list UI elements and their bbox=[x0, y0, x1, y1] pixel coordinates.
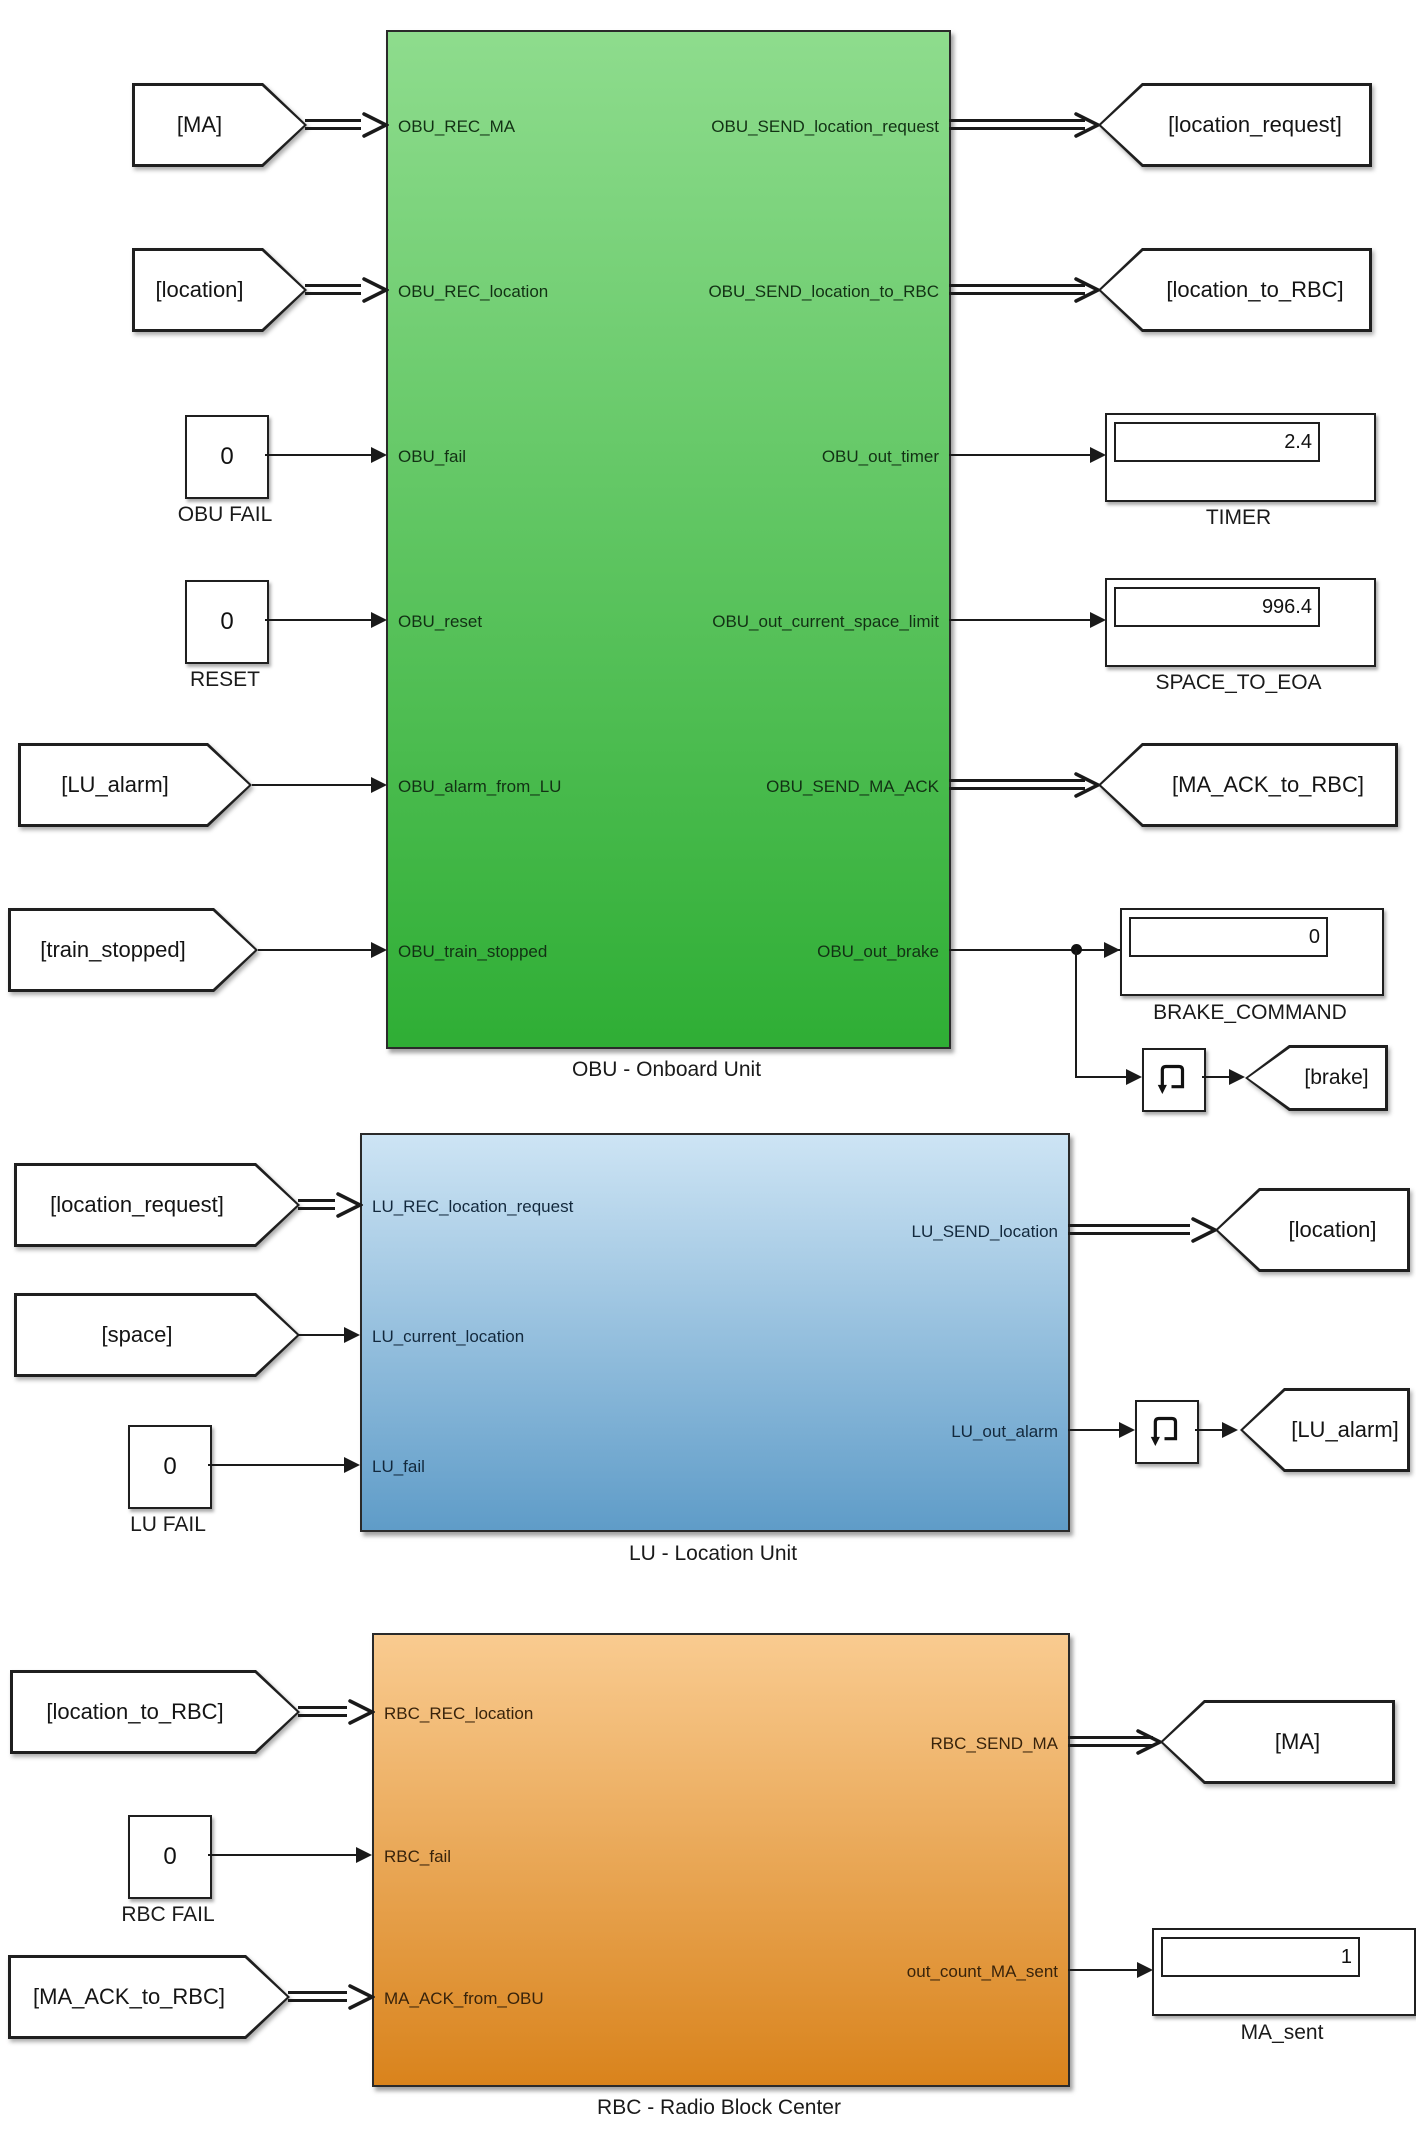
goto-tag-ma-ack-to-rbc-label: [MA_ACK_to_RBC] bbox=[1172, 772, 1364, 797]
rbc-subsystem-block[interactable] bbox=[372, 1633, 1070, 2087]
from-tag-space[interactable] bbox=[14, 1293, 300, 1377]
display-brake-command-value: 0 bbox=[1129, 917, 1328, 957]
wire-lu-fail[interactable] bbox=[208, 1464, 346, 1466]
obu-subsystem-block[interactable] bbox=[386, 30, 951, 1049]
from-tag-train-stopped-label: [train_stopped] bbox=[40, 937, 186, 962]
wire-out-timer[interactable] bbox=[949, 454, 1092, 456]
bus-arrowhead-icon bbox=[333, 1190, 363, 1220]
rbc-port-out-count-ma-sent: out_count_MA_sent bbox=[906, 1962, 1058, 1981]
display-space-to-eoa-value: 996.4 bbox=[1114, 587, 1320, 627]
lu-port-fail: LU_fail bbox=[372, 1457, 425, 1476]
display-brake-command-label[interactable]: BRAKE_COMMAND bbox=[1153, 1001, 1347, 1024]
goto-tag-location-request[interactable] bbox=[1098, 83, 1372, 167]
rate-transition-icon bbox=[1137, 1402, 1192, 1457]
wire-lu-alarm-in[interactable] bbox=[252, 784, 373, 786]
constant-reset[interactable] bbox=[185, 580, 269, 664]
goto-tag-ma[interactable] bbox=[1160, 1700, 1395, 1784]
from-tag-location-request-label: [location_request] bbox=[50, 1192, 224, 1217]
display-ma-sent-label[interactable]: MA_sent bbox=[1240, 2021, 1324, 2044]
from-tag-location-label: [location] bbox=[155, 277, 244, 302]
goto-tag-location-label: [location] bbox=[1288, 1217, 1377, 1242]
bus-arrowhead-icon bbox=[359, 275, 389, 305]
arrowhead-icon bbox=[371, 942, 387, 958]
constant-obu-fail[interactable] bbox=[185, 415, 269, 499]
bus-arrowhead-icon bbox=[1071, 275, 1101, 305]
lu-subsystem-block[interactable] bbox=[360, 1133, 1070, 1532]
lu-port-send-location: LU_SEND_location bbox=[911, 1222, 1058, 1241]
from-tag-ma-ack-to-rbc-label: [MA_ACK_to_RBC] bbox=[33, 1984, 225, 2009]
goto-tag-location[interactable] bbox=[1215, 1188, 1410, 1272]
display-space-to-eoa[interactable] bbox=[1105, 578, 1376, 667]
bus-wire-location-to-rbc-out[interactable] bbox=[949, 284, 1085, 295]
from-tag-lu-alarm-label: [LU_alarm] bbox=[61, 772, 169, 797]
constant-rbc-fail[interactable] bbox=[128, 1815, 212, 1899]
constant-lu-fail[interactable] bbox=[128, 1425, 212, 1509]
arrowhead-icon bbox=[344, 1327, 360, 1343]
obu-block-title[interactable]: OBU - Onboard Unit bbox=[571, 1058, 762, 1081]
from-tag-train-stopped[interactable] bbox=[8, 908, 258, 992]
constant-reset-value: 0 bbox=[220, 608, 234, 635]
wire-out-space-limit[interactable] bbox=[949, 619, 1092, 621]
wire-out-count-ma-sent[interactable] bbox=[1068, 1969, 1139, 1971]
wire-space-in[interactable] bbox=[298, 1334, 346, 1336]
bus-wire-lu-send-location[interactable] bbox=[1068, 1224, 1190, 1235]
bus-arrowhead-icon bbox=[1133, 1727, 1163, 1757]
from-tag-ma[interactable] bbox=[132, 83, 307, 167]
wire-lu-out-alarm[interactable] bbox=[1068, 1429, 1121, 1431]
wire-to-lu-alarm-goto[interactable] bbox=[1195, 1429, 1224, 1431]
goto-tag-ma-ack-to-rbc[interactable] bbox=[1098, 743, 1398, 827]
obu-port-out-current-space-limit: OBU_out_current_space_limit bbox=[712, 612, 939, 631]
bus-arrowhead-icon bbox=[1071, 110, 1101, 140]
lu-block-title[interactable]: LU - Location Unit bbox=[628, 1542, 798, 1565]
arrowhead-icon bbox=[1222, 1422, 1238, 1438]
arrowhead-icon bbox=[356, 1847, 372, 1863]
display-timer[interactable] bbox=[1105, 413, 1376, 502]
wire-brake-branch-vertical[interactable] bbox=[1075, 950, 1077, 1078]
arrowhead-icon bbox=[371, 447, 387, 463]
bus-wire-location-to-rbc-in[interactable] bbox=[298, 1706, 347, 1717]
obu-port-train-stopped: OBU_train_stopped bbox=[398, 942, 548, 961]
arrowhead-icon bbox=[1090, 447, 1106, 463]
from-tag-ma-ack-to-rbc[interactable] bbox=[8, 1955, 290, 2039]
display-timer-value: 2.4 bbox=[1114, 422, 1320, 462]
obu-port-reset: OBU_reset bbox=[398, 612, 483, 631]
constant-reset-label[interactable]: RESET bbox=[189, 668, 260, 691]
obu-port-send-location-request: OBU_SEND_location_request bbox=[711, 117, 939, 136]
arrowhead-icon bbox=[1126, 1069, 1142, 1085]
bus-arrowhead-icon bbox=[359, 110, 389, 140]
wire-train-stopped[interactable] bbox=[258, 949, 373, 951]
arrowhead-icon bbox=[1119, 1422, 1135, 1438]
arrowhead-icon bbox=[1090, 612, 1106, 628]
wire-out-brake[interactable] bbox=[949, 949, 1120, 951]
goto-tag-location-to-rbc-label: [location_to_RBC] bbox=[1166, 277, 1344, 302]
bus-wire-location-request-out[interactable] bbox=[949, 119, 1085, 130]
bus-arrowhead-icon bbox=[1071, 770, 1101, 800]
arrowhead-icon bbox=[371, 612, 387, 628]
display-ma-sent[interactable] bbox=[1152, 1928, 1416, 2016]
from-tag-location-to-rbc[interactable] bbox=[10, 1670, 300, 1754]
obu-port-send-location-to-rbc: OBU_SEND_location_to_RBC bbox=[708, 282, 939, 301]
rbc-port-fail: RBC_fail bbox=[384, 1847, 452, 1866]
goto-tag-lu-alarm-label: [LU_alarm] bbox=[1291, 1417, 1399, 1442]
bus-wire-ma[interactable] bbox=[305, 119, 361, 130]
constant-lu-fail-value: 0 bbox=[163, 1453, 177, 1480]
arrowhead-icon bbox=[1137, 1962, 1153, 1978]
obu-port-fail: OBU_fail bbox=[398, 447, 467, 466]
display-ma-sent-value: 1 bbox=[1161, 1937, 1360, 1977]
bus-arrowhead-icon bbox=[1188, 1215, 1218, 1245]
display-timer-label[interactable]: TIMER bbox=[1205, 506, 1272, 529]
rate-transition-icon bbox=[1144, 1050, 1199, 1105]
goto-tag-location-request-label: [location_request] bbox=[1168, 112, 1342, 137]
constant-lu-fail-label[interactable]: LU FAIL bbox=[130, 1513, 206, 1536]
obu-port-out-brake: OBU_out_brake bbox=[817, 942, 939, 961]
display-brake-command[interactable] bbox=[1120, 908, 1384, 996]
constant-rbc-fail-label[interactable]: RBC FAIL bbox=[121, 1903, 215, 1926]
from-tag-lu-alarm[interactable] bbox=[18, 743, 252, 827]
obu-port-alarm-from-lu: OBU_alarm_from_LU bbox=[398, 777, 562, 796]
wire-rbc-fail[interactable] bbox=[208, 1854, 358, 1856]
rbc-port-ma-ack-from-obu: MA_ACK_from_OBU bbox=[384, 1989, 544, 2008]
from-tag-location-request[interactable] bbox=[14, 1163, 300, 1247]
rate-transition-block-brake[interactable] bbox=[1142, 1048, 1206, 1112]
lu-port-out-alarm: LU_out_alarm bbox=[951, 1422, 1058, 1441]
goto-tag-location-to-rbc[interactable] bbox=[1098, 248, 1372, 332]
obu-port-send-ma-ack: OBU_SEND_MA_ACK bbox=[766, 777, 939, 796]
rbc-port-send-ma: RBC_SEND_MA bbox=[930, 1734, 1058, 1753]
from-tag-location[interactable] bbox=[132, 248, 307, 332]
arrowhead-icon bbox=[371, 777, 387, 793]
arrowhead-icon bbox=[344, 1457, 360, 1473]
constant-obu-fail-label[interactable]: OBU FAIL bbox=[177, 503, 273, 526]
bus-wire-location-request-in[interactable] bbox=[298, 1199, 335, 1210]
wire-obu-fail[interactable] bbox=[265, 454, 373, 456]
obu-port-out-timer: OBU_out_timer bbox=[821, 447, 939, 466]
bus-arrowhead-icon bbox=[345, 1697, 375, 1727]
bus-wire-ma-ack-out[interactable] bbox=[949, 779, 1085, 790]
bus-wire-ma-ack-in[interactable] bbox=[288, 1991, 347, 2002]
wire-brake-branch-horizontal[interactable] bbox=[1075, 1076, 1126, 1078]
rbc-port-rec-location: RBC_REC_location bbox=[384, 1704, 534, 1723]
arrowhead-icon bbox=[1229, 1069, 1245, 1085]
from-tag-ma-label: [MA] bbox=[176, 112, 223, 137]
lu-port-rec-location-request: LU_REC_location_request bbox=[372, 1197, 574, 1216]
rbc-block-title[interactable]: RBC - Radio Block Center bbox=[597, 2096, 841, 2119]
obu-port-rec-ma: OBU_REC_MA bbox=[398, 117, 516, 136]
from-tag-space-label: [space] bbox=[101, 1322, 173, 1347]
constant-rbc-fail-value: 0 bbox=[163, 1843, 177, 1870]
from-tag-location-to-rbc-label: [location_to_RBC] bbox=[46, 1699, 224, 1724]
goto-tag-lu-alarm[interactable] bbox=[1240, 1388, 1410, 1472]
constant-obu-fail-value: 0 bbox=[220, 443, 234, 470]
arrowhead-icon bbox=[1104, 942, 1120, 958]
display-space-to-eoa-label[interactable]: SPACE_TO_EOA bbox=[1155, 671, 1322, 694]
wire-obu-reset[interactable] bbox=[265, 619, 373, 621]
goto-tag-brake[interactable] bbox=[1245, 1045, 1388, 1111]
goto-tag-ma-label: [MA] bbox=[1274, 1729, 1321, 1754]
bus-arrowhead-icon bbox=[345, 1982, 375, 2012]
obu-port-rec-location: OBU_REC_location bbox=[398, 282, 549, 301]
wire-to-brake-goto[interactable] bbox=[1202, 1076, 1230, 1078]
rate-transition-block-lu-alarm[interactable] bbox=[1135, 1400, 1199, 1464]
lu-port-current-location: LU_current_location bbox=[372, 1327, 525, 1346]
goto-tag-brake-label: [brake] bbox=[1304, 1066, 1369, 1089]
bus-wire-location[interactable] bbox=[305, 284, 361, 295]
